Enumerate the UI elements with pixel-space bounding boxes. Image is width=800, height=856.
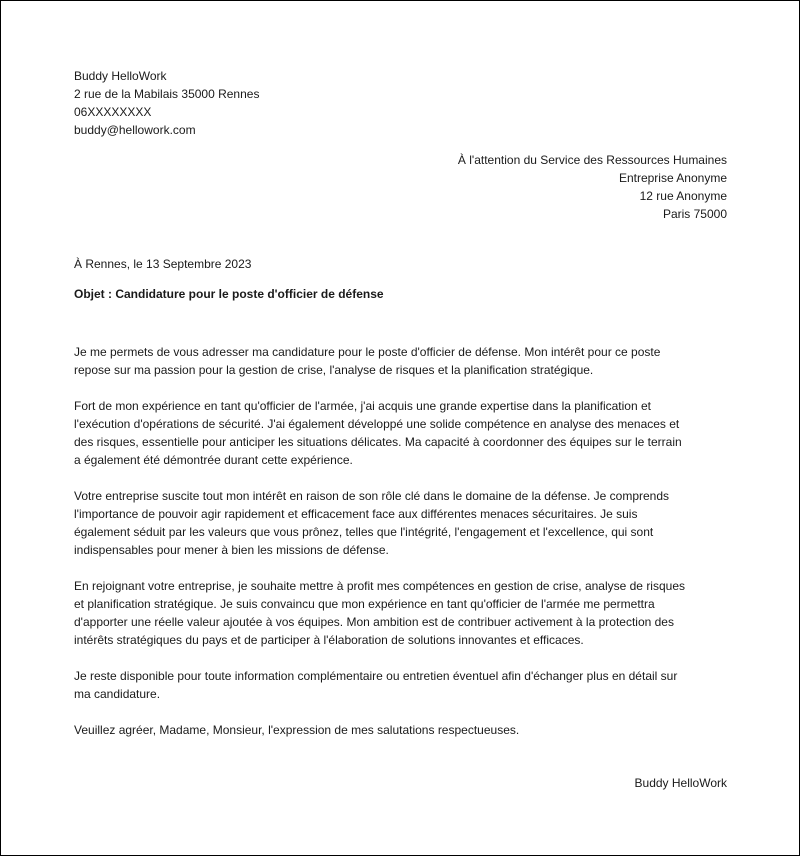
paragraph-line: repose sur ma passion pour la gestion de crise, l'analyse de risques et la planification stratégique.: [74, 363, 594, 377]
recipient-city: Paris 75000: [662, 207, 727, 221]
letter-body: [74, 343, 734, 757]
signature: Buddy HelloWork: [634, 776, 727, 790]
paragraph-line: Fort de mon expérience en tant qu'officier de l'armée, j'ai acquis une grande expertise dans la planification et: [74, 399, 651, 413]
paragraph-line: a également été démontrée durant cette expérience.: [74, 453, 353, 467]
sender-email: buddy@hellowork.com: [74, 123, 196, 137]
body-paragraph: [74, 667, 734, 703]
recipient-block: [458, 151, 727, 223]
paragraph-line: des risques, essentielle pour anticiper les situations délicates. Ma capacité à coordonner des équipes sur le terrain: [74, 435, 682, 449]
paragraph-line: indispensables pour mener à bien les missions de défense.: [74, 543, 389, 557]
body-paragraph: [74, 487, 734, 559]
paragraph-line: Je reste disponible pour toute information complémentaire ou entretien éventuel afin d'échanger plus en détail sur: [74, 669, 678, 683]
paragraph-line: et planification stratégique. Je suis convaincu que mon expérience en tant qu'officier de l'armée me permettra: [74, 597, 655, 611]
paragraph-line: Votre entreprise suscite tout mon intérêt en raison de son rôle clé dans le domaine de la défense. Je comprends: [74, 489, 670, 503]
paragraph-line: intérêts stratégiques du pays et de participer à l'élaboration de solutions innovantes et efficaces.: [74, 633, 584, 647]
paragraph-line: l'exécution d'opérations de sécurité. J'ai également développé une solide compétence en analyse des menaces et: [74, 417, 680, 431]
paragraph-line: ma candidature.: [74, 687, 161, 701]
body-paragraph: [74, 577, 734, 649]
recipient-company: Entreprise Anonyme: [618, 171, 727, 185]
sender-phone: 06XXXXXXXX: [74, 105, 152, 119]
paragraph-line: En rejoignant votre entreprise, je souhaite mettre à profit mes compétences en gestion de crise, analyse de risques: [74, 579, 685, 593]
subject-line: Objet : Candidature pour le poste d'officier de défense: [74, 287, 384, 301]
body-paragraph: [74, 343, 734, 379]
paragraph-line: l'importance de pouvoir agir rapidement et efficacement face aux différentes menaces sécuritaires. Je suis: [74, 507, 638, 521]
sender-name: Buddy HelloWork: [74, 69, 167, 83]
paragraph-line: Je me permets de vous adresser ma candidature pour le poste d'officier de défense. Mon intérêt pour ce poste: [74, 345, 661, 359]
recipient-attention: À l'attention du Service des Ressources Humaines: [457, 153, 727, 167]
paragraph-line: également séduit par les valeurs que vous prônez, telles que l'intégrité, l'engagement et l'excellence, qui sont: [74, 525, 654, 539]
body-paragraph: [74, 397, 734, 469]
recipient-street: 12 rue Anonyme: [639, 189, 727, 203]
body-paragraph: [74, 721, 734, 739]
date-line: À Rennes, le 13 Septembre 2023: [74, 257, 252, 271]
sender-block: [74, 67, 259, 139]
paragraph-line: d'apporter une réelle valeur ajoutée à vos équipes. Mon ambition est de contribuer activement à la protection des: [74, 615, 674, 629]
paragraph-line: Veuillez agréer, Madame, Monsieur, l'expression de mes salutations respectueuses.: [74, 723, 520, 737]
sender-address: 2 rue de la Mabilais 35000 Rennes: [74, 87, 260, 101]
